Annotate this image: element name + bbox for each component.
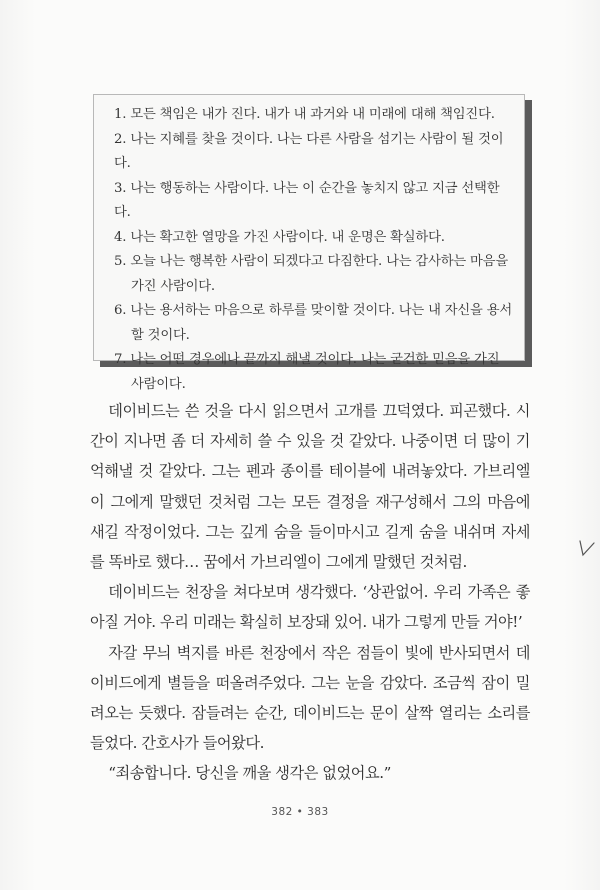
list-item <box>114 348 514 397</box>
list-item <box>114 103 514 128</box>
paragraph: 데이비드는 천장을 쳐다보며 생각했다. ‘상관없어. 우리 가족은 좋아질 거야. 우리 미래는 확실히 보장돼 있어. 내가 그렇게 만들 거야!’ <box>90 583 530 632</box>
affirmation-list-box <box>93 94 525 392</box>
list-item-text: 5. 오늘 나는 행복한 사람이 되겠다고 다짐한다. 나는 감사하는 마음을 <box>114 254 508 269</box>
page-number: 382 • 383 <box>271 806 329 818</box>
paragraph: 데이비드는 쓴 것을 다시 읽으면서 고개를 끄덕였다. 피곤했다. 시간이 지나면 좀 더 자세히 쓸 수 있을 것 같았다. 나중이면 더 많이 기억해낼 것 같았다. 그는 펜과 종이를 테이블에 내려놓았다. 가브리엘이 그에게 말했던 것처럼 그는 모든 결정을 재구성해서 그의 마음에 새길 작정이었다. 그는 깊게 숨을 들이마시고 길게 숨을 내쉬며 자세를 똑바로 했다… 꿈에서 가브리엘이 그에게 말했던 것처럼. <box>90 402 530 572</box>
paragraph: “죄송합니다. 당신을 깨울 생각은 없었어요.” <box>108 764 391 783</box>
list-item-continuation: 사람이다. <box>131 376 186 392</box>
list-item-continuation: 할 것이다. <box>131 327 190 343</box>
list-item <box>114 128 514 177</box>
list-item <box>114 177 514 226</box>
list-item-text: 1. 모든 책임은 내가 진다. 내가 내 과거와 내 미래에 대해 책임진다. <box>114 107 495 122</box>
list-item-continuation: 가진 사람이다. <box>131 278 215 294</box>
list-item-text: 4. 나는 확고한 열망을 가진 사람이다. 내 운명은 확실하다. <box>114 229 445 245</box>
pen-check-mark-icon <box>578 535 596 557</box>
body-text <box>90 396 530 789</box>
list-item <box>114 250 514 299</box>
list-item-text: 6. 나는 용서하는 마음으로 하루를 맞이할 것이다. 나는 내 자신을 용서 <box>114 303 512 318</box>
list-item-text: 2. 나는 지혜를 찾을 것이다. 나는 다른 사람을 섬기는 사람이 될 것이다. <box>114 131 504 171</box>
paragraph: 자갈 무늬 벽지를 바른 천장에서 작은 점들이 빛에 반사되면서 데이비드에게 별들을 떠올려주었다. 그는 눈을 감았다. 조금씩 잠이 밀려오는 듯했다. 잠들려는 순간, 데이비드는 문이 살짝 열리는 소리를 들었다. 간호사가 들어왔다. <box>90 643 530 753</box>
list-item-text: 7. 나는 어떤 경우에나 끝까지 해낼 것이다. 나는 굳건한 믿음을 가진 <box>114 352 500 367</box>
list-item <box>114 226 514 251</box>
list-item <box>114 299 514 348</box>
list-item-text: 3. 나는 행동하는 사람이다. 나는 이 순간을 놓치지 않고 지금 선택한다. <box>114 180 500 220</box>
